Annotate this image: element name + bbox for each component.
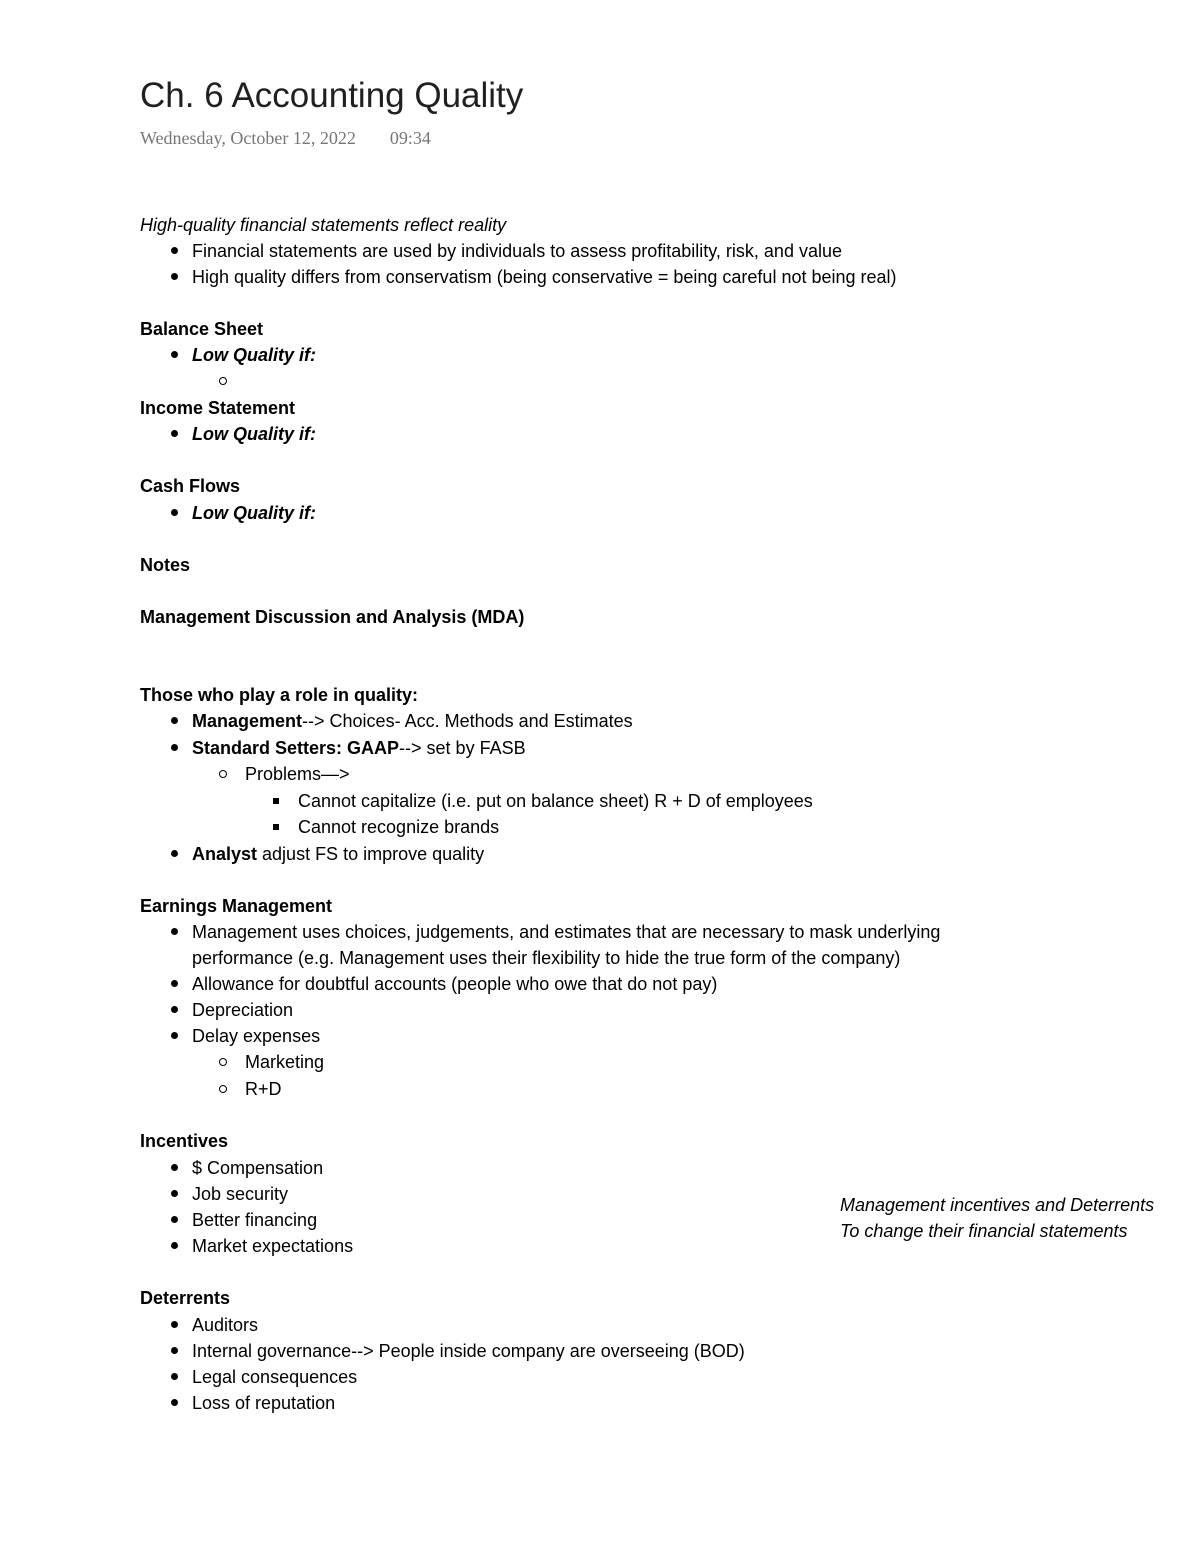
list-item: Problems—>	[245, 764, 350, 784]
bullet-icon	[171, 744, 178, 751]
section-heading-income-statement: Income Statement	[140, 398, 296, 418]
list-item: Marketing	[245, 1052, 325, 1072]
list-item	[192, 708, 633, 734]
bullet-icon	[171, 1032, 178, 1039]
page-date-time	[140, 126, 431, 150]
bullet-icon	[171, 1321, 178, 1328]
bullet-icon	[171, 1216, 178, 1223]
list-item: Low Quality if:	[192, 503, 316, 523]
list-item: Low Quality if:	[192, 424, 316, 444]
bullet-icon	[171, 509, 178, 516]
bullet-icon	[171, 1347, 178, 1354]
bullet-icon	[171, 717, 178, 724]
list-item: Better financing	[192, 1210, 318, 1230]
analyst-text: adjust FS to improve quality	[257, 844, 485, 864]
square-bullet-icon	[273, 798, 279, 804]
section-heading-incentives: Incentives	[140, 1131, 229, 1151]
sub-bullet-icon	[219, 770, 227, 778]
bullet-icon	[171, 980, 178, 987]
section-heading-deterrents: Deterrents	[140, 1288, 231, 1308]
page-title: Ch. 6 Accounting Quality	[140, 76, 524, 115]
section-heading-mda: Management Discussion and Analysis (MDA)	[140, 607, 525, 627]
standard-setters-label: Standard Setters: GAAP	[192, 738, 400, 758]
bullet-icon	[171, 1242, 178, 1249]
bullet-icon	[171, 351, 178, 358]
sub-bullet-icon	[219, 377, 227, 385]
bullet-icon	[171, 1164, 178, 1171]
management-text: --> Choices- Acc. Methods and Estimates	[302, 711, 633, 731]
bullet-icon	[171, 1399, 178, 1406]
list-item: Cannot recognize brands	[298, 817, 500, 837]
bullet-icon	[171, 850, 178, 857]
list-item: Depreciation	[192, 1000, 294, 1020]
bullet-icon	[171, 1373, 178, 1380]
list-item: Job security	[192, 1184, 289, 1204]
list-item: Legal consequences	[192, 1367, 358, 1387]
sub-bullet-icon	[219, 1058, 227, 1066]
bullet-icon	[171, 928, 178, 935]
bullet-icon	[171, 430, 178, 437]
list-item: Market expectations	[192, 1236, 354, 1256]
standard-setters-text: --> set by FASB	[399, 738, 526, 758]
square-bullet-icon	[273, 824, 279, 830]
section-heading-balance-sheet: Balance Sheet	[140, 319, 264, 339]
section-heading-notes: Notes	[140, 555, 191, 575]
list-item: Loss of reputation	[192, 1393, 336, 1413]
side-note-line-1: Management incentives and Deterrents	[840, 1195, 1155, 1215]
management-label: Management	[192, 711, 303, 731]
page-date: Wednesday, October 12, 2022	[140, 128, 356, 148]
list-item: Management uses choices, judgements, and estimates that are necessary to mask underlying	[192, 922, 941, 942]
analyst-label: Analyst	[192, 844, 258, 864]
list-item: Financial statements are used by individuals to assess profitability, risk, and value	[192, 241, 842, 261]
bullet-icon	[171, 1006, 178, 1013]
list-item: High quality differs from conservatism (being conservative = being careful not being real)	[192, 267, 897, 287]
list-item: Auditors	[192, 1315, 259, 1335]
list-item-continued: performance (e.g. Management uses their flexibility to hide the true form of the company)	[192, 948, 901, 968]
section-heading-cash-flows: Cash Flows	[140, 476, 241, 496]
list-item	[192, 841, 484, 867]
list-item: Low Quality if:	[192, 345, 316, 365]
list-item: Allowance for doubtful accounts (people who owe that do not pay)	[192, 974, 718, 994]
list-item: R+D	[245, 1079, 282, 1099]
page-time: 09:34	[389, 128, 431, 148]
list-item: Delay expenses	[192, 1026, 321, 1046]
list-item	[192, 735, 526, 761]
intro-heading: High-quality financial statements reflect reality	[140, 215, 507, 235]
sub-bullet-icon	[219, 1085, 227, 1093]
section-heading-earnings: Earnings Management	[140, 896, 333, 916]
bullet-icon	[171, 273, 178, 280]
list-item: Cannot capitalize (i.e. put on balance sheet) R + D of employees	[298, 791, 813, 811]
bullet-icon	[171, 247, 178, 254]
bullet-icon	[171, 1190, 178, 1197]
list-item: Internal governance--> People inside company are overseeing (BOD)	[192, 1341, 745, 1361]
section-heading-roles: Those who play a role in quality:	[140, 685, 419, 705]
side-note-line-2: To change their financial statements	[840, 1221, 1128, 1241]
list-item: $ Compensation	[192, 1158, 324, 1178]
